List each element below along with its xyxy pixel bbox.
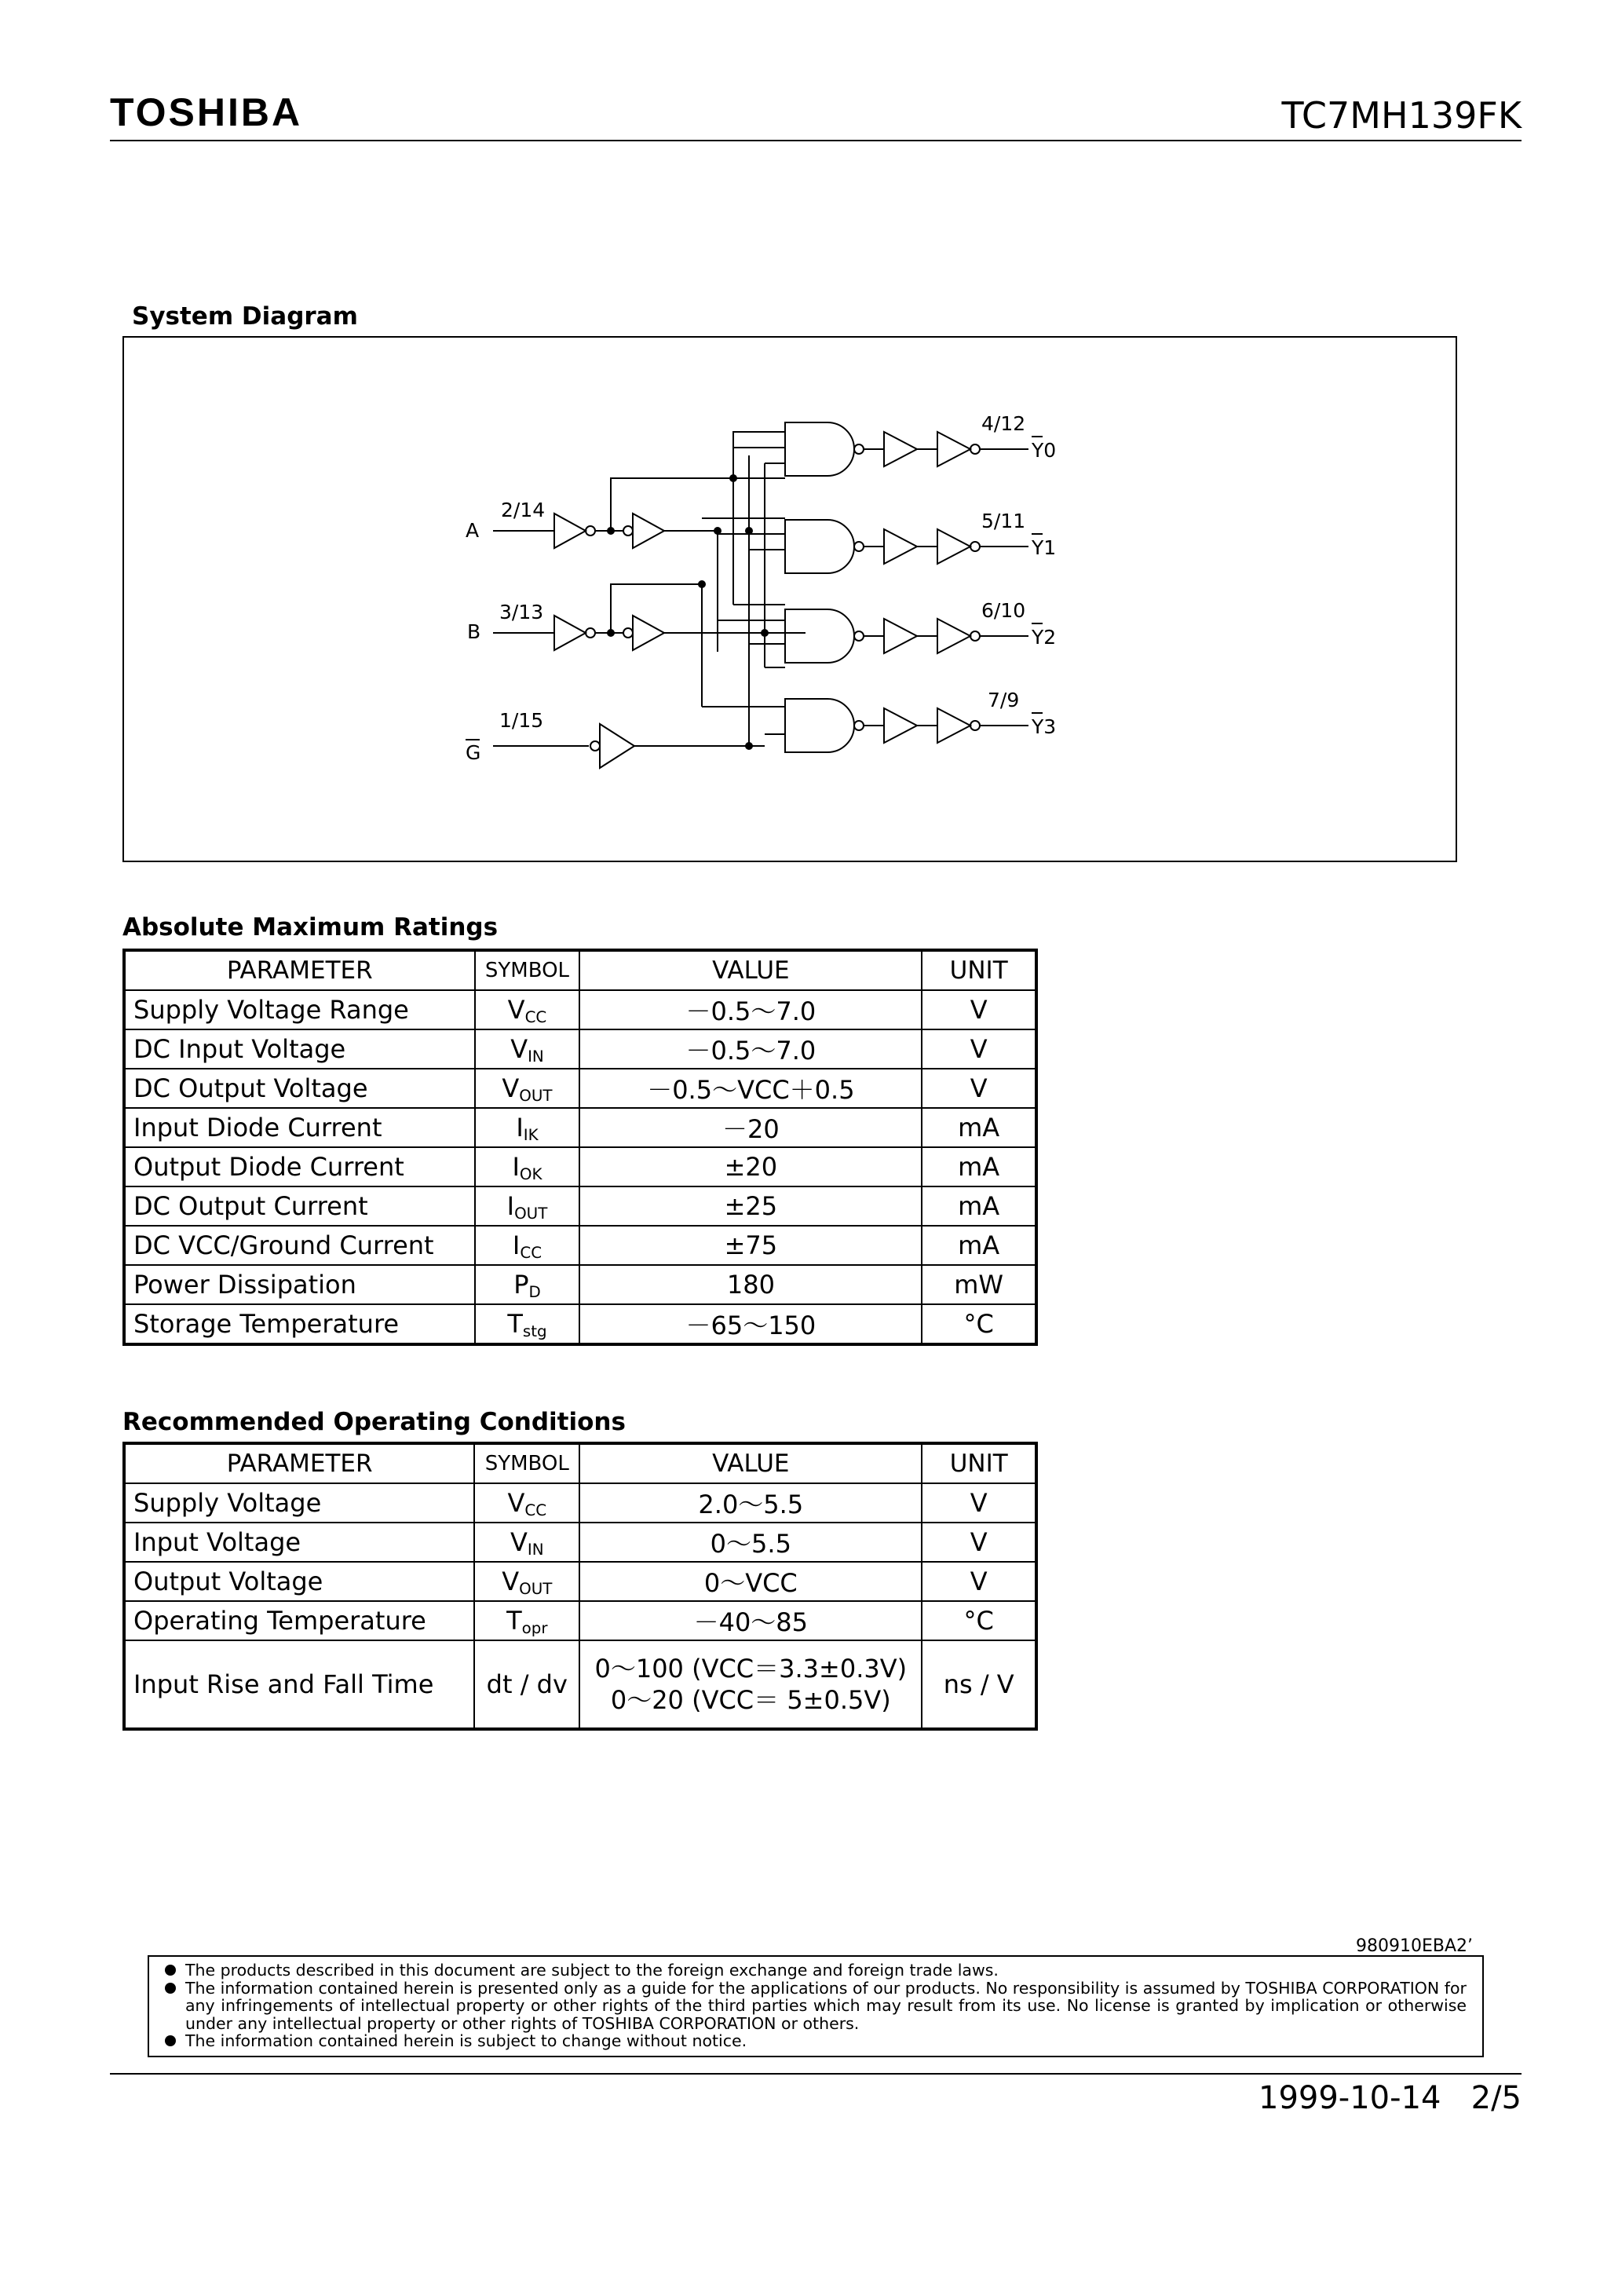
cell-symbol: $V_{OUT}$ — [475, 1069, 580, 1108]
cell-parameter: Power Dissipation — [124, 1265, 475, 1304]
cell-parameter: Operating Temperature — [124, 1601, 474, 1640]
table-row — [124, 1029, 1036, 1069]
cell-unit: V — [922, 1069, 1036, 1108]
rise-fall-value — [579, 1640, 922, 1729]
input-a-pins: 2/14 — [501, 499, 546, 521]
cell-unit: V — [922, 1483, 1036, 1523]
table-row — [124, 1108, 1036, 1147]
output-y0-pins: 4/12 — [981, 412, 1026, 435]
cell-symbol: $V_{CC}$ — [474, 1483, 579, 1523]
legal-notice — [148, 1955, 1484, 2057]
table-row — [124, 1304, 1036, 1344]
table-header-row — [124, 1443, 1036, 1483]
output-y0-label: Y0 — [1032, 439, 1057, 462]
col-symbol: SYMBOL — [474, 1443, 579, 1483]
col-value: VALUE — [579, 1443, 922, 1483]
cell-parameter: Supply Voltage Range — [124, 990, 475, 1029]
footer-rule — [110, 2073, 1522, 2075]
logic-diagram — [124, 338, 1459, 864]
footer-date: 1999-10-14 — [1259, 2080, 1441, 2116]
header-rule — [110, 140, 1522, 141]
notice-text: The information contained herein is subject to change without notice. — [185, 2031, 747, 2050]
cell-unit: V — [922, 1562, 1036, 1601]
cell-value: ±25 — [579, 1186, 922, 1226]
rise-fall-symbol: dt / dv — [474, 1640, 579, 1729]
cell-parameter: Supply Voltage — [124, 1483, 474, 1523]
table-row — [124, 1562, 1036, 1601]
cell-value: 0～5.5 — [579, 1523, 922, 1562]
cell-value: 180 — [579, 1265, 922, 1304]
system-diagram-title: System Diagram — [132, 302, 358, 331]
output-y1-label: Y1 — [1032, 536, 1057, 559]
cell-symbol: $I_{OUT}$ — [475, 1186, 580, 1226]
system-diagram — [122, 336, 1457, 862]
cell-symbol: $V_{CC}$ — [475, 990, 580, 1029]
output-y2-label: Y2 — [1032, 626, 1057, 649]
cell-value: －65～150 — [579, 1304, 922, 1344]
input-b-label: B — [467, 620, 481, 643]
cell-value: －40～85 — [579, 1601, 922, 1640]
document-code: 980910EBA2’ — [1355, 1936, 1473, 1956]
table-row — [124, 1601, 1036, 1640]
cell-unit: V — [922, 1029, 1036, 1069]
cell-parameter: DC Output Voltage — [124, 1069, 475, 1108]
cell-unit: mA — [922, 1186, 1036, 1226]
cell-parameter: DC Input Voltage — [124, 1029, 475, 1069]
table-row — [124, 1523, 1036, 1562]
cell-symbol: $I_{CC}$ — [475, 1226, 580, 1265]
table-header-row — [124, 950, 1036, 990]
cell-unit: mW — [922, 1265, 1036, 1304]
cell-symbol: $V_{OUT}$ — [474, 1562, 579, 1601]
notice-bullet — [165, 1961, 1467, 1980]
cell-parameter: Output Diode Current — [124, 1147, 475, 1186]
roc-title: Recommended Operating Conditions — [122, 1408, 626, 1436]
recommended-operating-conditions-table — [122, 1442, 1038, 1731]
col-parameter: PARAMETER — [124, 1443, 474, 1483]
output-y2-pins: 6/10 — [981, 599, 1026, 622]
buffer-a1 — [554, 514, 586, 548]
cell-parameter: Storage Temperature — [124, 1304, 475, 1344]
cell-parameter: Output Voltage — [124, 1562, 474, 1601]
rise-fall-value-line2: 0～20 (VCC＝ 5±0.5V) — [610, 1685, 891, 1715]
table-row — [124, 990, 1036, 1029]
cell-value: －20 — [579, 1108, 922, 1147]
buffer-g — [600, 724, 634, 768]
cell-symbol: $P_D$ — [475, 1265, 580, 1304]
cell-symbol: $V_{IN}$ — [475, 1029, 580, 1069]
cell-unit: mA — [922, 1108, 1036, 1147]
cell-value: 0～VCC — [579, 1562, 922, 1601]
input-g-label: G — [466, 741, 481, 764]
buffer-a2 — [633, 514, 664, 548]
notice-bullet — [165, 1980, 1467, 2033]
cell-parameter: DC Output Current — [124, 1186, 475, 1226]
absolute-maximum-ratings-table — [122, 949, 1038, 1346]
input-b-pins: 3/13 — [499, 601, 544, 623]
footer-date-page — [1259, 2082, 1522, 2114]
cell-value: －0.5～7.0 — [579, 1029, 922, 1069]
cell-value: －0.5～VCC＋0.5 — [579, 1069, 922, 1108]
cell-unit: °C — [922, 1601, 1036, 1640]
cell-value: －0.5～7.0 — [579, 990, 922, 1029]
notice-text: The information contained herein is presented only as a guide for the applications of our products. No responsibility is assumed by TOSHIBA CORPORATION for any infringements of intellectual property or other rights of the third parties which may result from its use. No license is granted by implication or otherwise under any intellectual property or other rights of TOSHIBA CORPORATION or others. — [185, 1978, 1467, 2033]
rise-fall-parameter: Input Rise and Fall Time — [124, 1640, 474, 1729]
cell-unit: °C — [922, 1304, 1036, 1344]
table-row — [124, 1483, 1036, 1523]
cell-unit: V — [922, 990, 1036, 1029]
table-row — [124, 1147, 1036, 1186]
cell-symbol: $I_{OK}$ — [475, 1147, 580, 1186]
cell-symbol: $T_{stg}$ — [475, 1304, 580, 1344]
rise-fall-unit: ns / V — [922, 1640, 1036, 1729]
input-g-pins: 1/15 — [499, 709, 544, 732]
col-unit: UNIT — [922, 950, 1036, 990]
rise-fall-value-line1: 0～100 (VCC＝3.3±0.3V) — [594, 1654, 908, 1684]
cell-symbol: $V_{IN}$ — [474, 1523, 579, 1562]
table-row — [124, 1640, 1036, 1729]
col-parameter: PARAMETER — [124, 950, 475, 990]
notice-bullet — [165, 2032, 1467, 2050]
part-number: TC7MH139FK — [1281, 94, 1522, 137]
notice-text: The products described in this document are subject to the foreign exchange and foreign trade laws. — [185, 1961, 999, 1980]
cell-parameter: Input Voltage — [124, 1523, 474, 1562]
input-a-label: A — [466, 519, 480, 542]
table-row — [124, 1186, 1036, 1226]
footer-page: 2/5 — [1470, 2080, 1522, 2116]
cell-symbol: $T_{opr}$ — [474, 1601, 579, 1640]
cell-symbol: $I_{IK}$ — [475, 1108, 580, 1147]
cell-unit: mA — [922, 1147, 1036, 1186]
toshiba-logo: TOSHIBA — [110, 90, 303, 134]
table-row — [124, 1226, 1036, 1265]
buffer-b2 — [633, 616, 664, 650]
table-row — [124, 1265, 1036, 1304]
cell-unit: V — [922, 1523, 1036, 1562]
output-y3-pins: 7/9 — [988, 689, 1020, 711]
output-y1-pins: 5/11 — [981, 510, 1026, 532]
cell-value: ±20 — [579, 1147, 922, 1186]
col-value: VALUE — [579, 950, 922, 990]
col-symbol: SYMBOL — [475, 950, 580, 990]
cell-parameter: Input Diode Current — [124, 1108, 475, 1147]
cell-value: 2.0～5.5 — [579, 1483, 922, 1523]
buffer-b1 — [554, 616, 586, 650]
col-unit: UNIT — [922, 1443, 1036, 1483]
table-row — [124, 1069, 1036, 1108]
cell-parameter: DC VCC/Ground Current — [124, 1226, 475, 1265]
cell-unit: mA — [922, 1226, 1036, 1265]
cell-value: ±75 — [579, 1226, 922, 1265]
amr-title: Absolute Maximum Ratings — [122, 913, 499, 941]
output-y3-label: Y3 — [1032, 715, 1057, 738]
